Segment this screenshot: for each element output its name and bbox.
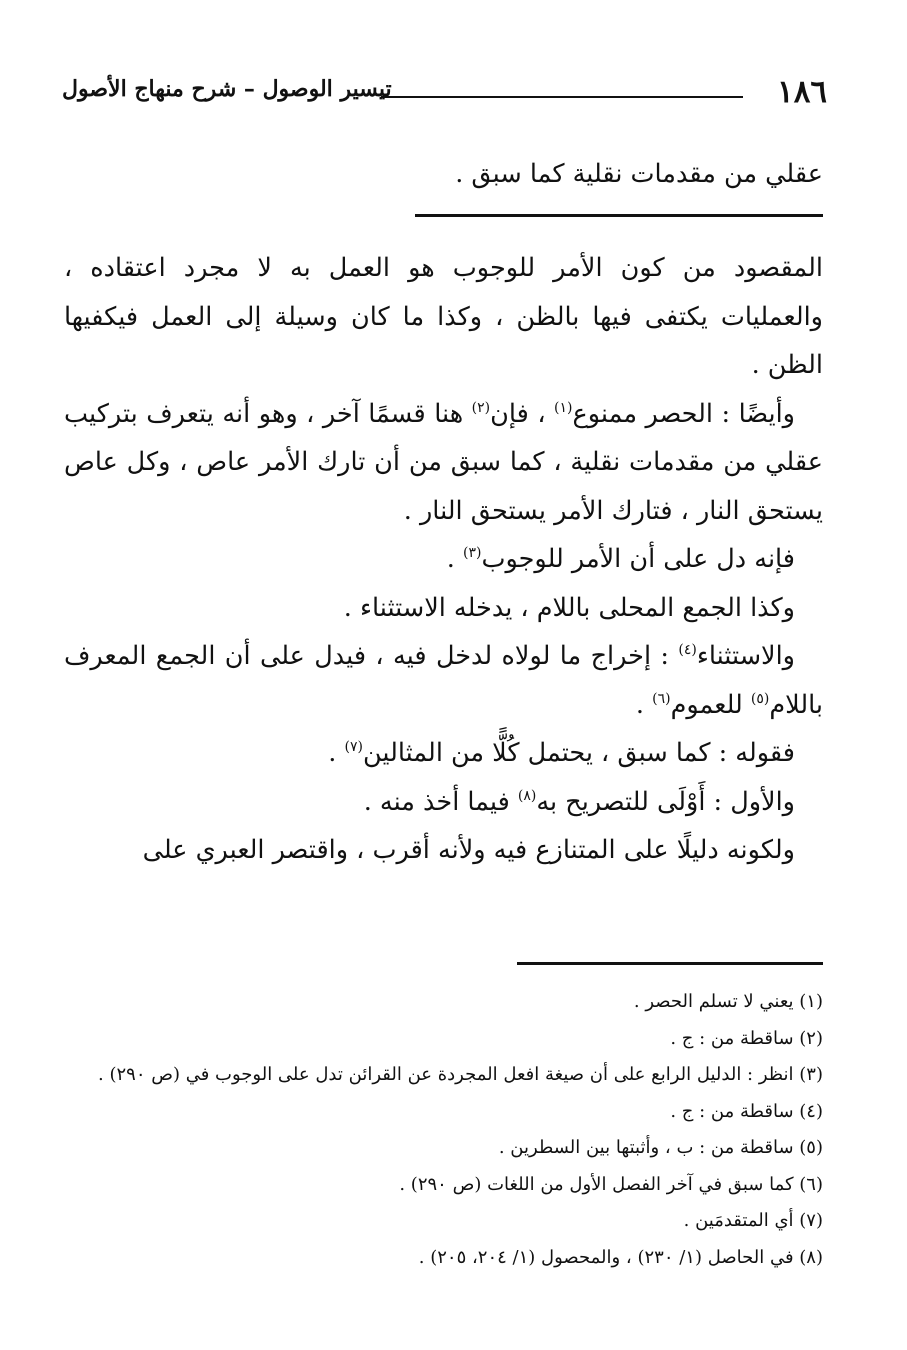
footnote-ref[interactable]: (٧) bbox=[344, 739, 363, 755]
paragraph-text: للعموم bbox=[670, 689, 751, 720]
main-text bbox=[64, 244, 823, 875]
footnote-ref[interactable]: (٥) bbox=[750, 690, 770, 707]
footnote: (٥) ساقطة من : ب ، وأثبتها بين السطرين . bbox=[498, 1137, 823, 1158]
paragraph bbox=[64, 390, 823, 536]
header-rule bbox=[381, 96, 743, 98]
paragraph-text: هنا قسمًا آخر ، وهو أنه يتعرف بتركيب عقلي من مقدمات نقلية ، كما سبق من أن تارك الأمر عاص ، وكل عاص يستحق النار ، فتارك الأمر يستحق النار . bbox=[64, 398, 823, 526]
top-line: عقلي من مقدمات نقلية كما سبق . bbox=[455, 159, 823, 189]
paragraph-text: : إخراج ما لولاه لدخل فيه ، فيدل على أن الجمع المعرف باللام bbox=[64, 641, 823, 720]
paragraph bbox=[64, 778, 823, 827]
paragraph-text: . bbox=[635, 689, 653, 720]
footnote-ref[interactable]: (٦) bbox=[652, 690, 671, 707]
footnote-ref[interactable]: (٨) bbox=[517, 787, 537, 804]
paragraph-text: وأيضًا : الحصر ممنوع bbox=[572, 398, 795, 429]
paragraph-text: والاستثناء bbox=[696, 641, 795, 671]
paragraph: ولكونه دليلًا على المتنازع فيه ولأنه أقرب ، واقتصر العبري على bbox=[142, 835, 795, 865]
page-header bbox=[62, 74, 827, 114]
footnote-ref[interactable]: (٢) bbox=[471, 399, 491, 416]
paragraph-text: فيما أخذ منه . bbox=[363, 786, 518, 817]
footnote-separator bbox=[517, 962, 823, 965]
continued-text bbox=[64, 150, 823, 199]
footnotes bbox=[64, 984, 823, 1276]
footnote-ref[interactable]: (١) bbox=[554, 399, 573, 416]
paragraph bbox=[64, 729, 823, 778]
footnote: (١) يعني لا تسلم الحصر . bbox=[633, 991, 823, 1012]
paragraph bbox=[64, 535, 823, 584]
paragraph-text: فقوله : كما سبق ، يحتمل كُلًّا من المثالين bbox=[362, 738, 795, 768]
paragraph-text: . bbox=[446, 544, 463, 574]
section-separator bbox=[415, 214, 823, 217]
paragraph-text: والأول : أَوْلَى للتصريح به bbox=[536, 786, 795, 817]
footnote: (٨) في الحاصل (١/ ٢٣٠) ، والمحصول (١/ ٢٠٤، ٢٠٥) . bbox=[418, 1246, 823, 1268]
paragraph-text: . bbox=[328, 738, 345, 768]
paragraph: وكذا الجمع المحلى باللام ، يدخله الاستثناء . bbox=[343, 592, 795, 623]
paragraph-text: ، فإن bbox=[490, 398, 555, 429]
paragraph bbox=[64, 632, 823, 729]
paragraph: المقصود من كون الأمر للوجوب هو العمل به لا مجرد اعتقاده ، والعمليات يكتفى فيها بالظن ، وكذا ما كان وسيلة إلى العمل فيكفيها الظن . bbox=[64, 253, 823, 380]
running-title: تيسير الوصول – شرح منهاج الأصول bbox=[62, 76, 392, 102]
paragraph-text: فإنه دل على أن الأمر للوجوب bbox=[481, 544, 795, 574]
footnote: (٧) أي المتقدمَين . bbox=[683, 1210, 823, 1231]
footnote-ref[interactable]: (٣) bbox=[462, 545, 482, 561]
footnote-ref[interactable]: (٤) bbox=[678, 642, 697, 658]
footnote: (٢) ساقطة من : ج . bbox=[670, 1027, 823, 1049]
footnote: (٤) ساقطة من : ج . bbox=[670, 1100, 823, 1122]
footnote: (٣) انظر : الدليل الرابع على أن صيغة افعل المجردة عن القرائن تدل على الوجوب في (ص ٢٩٠) . bbox=[98, 1064, 823, 1085]
footnote: (٦) كما سبق في آخر الفصل الأول من اللغات (ص ٢٩٠) . bbox=[399, 1173, 823, 1195]
page-number: ١٨٦ bbox=[777, 74, 827, 110]
